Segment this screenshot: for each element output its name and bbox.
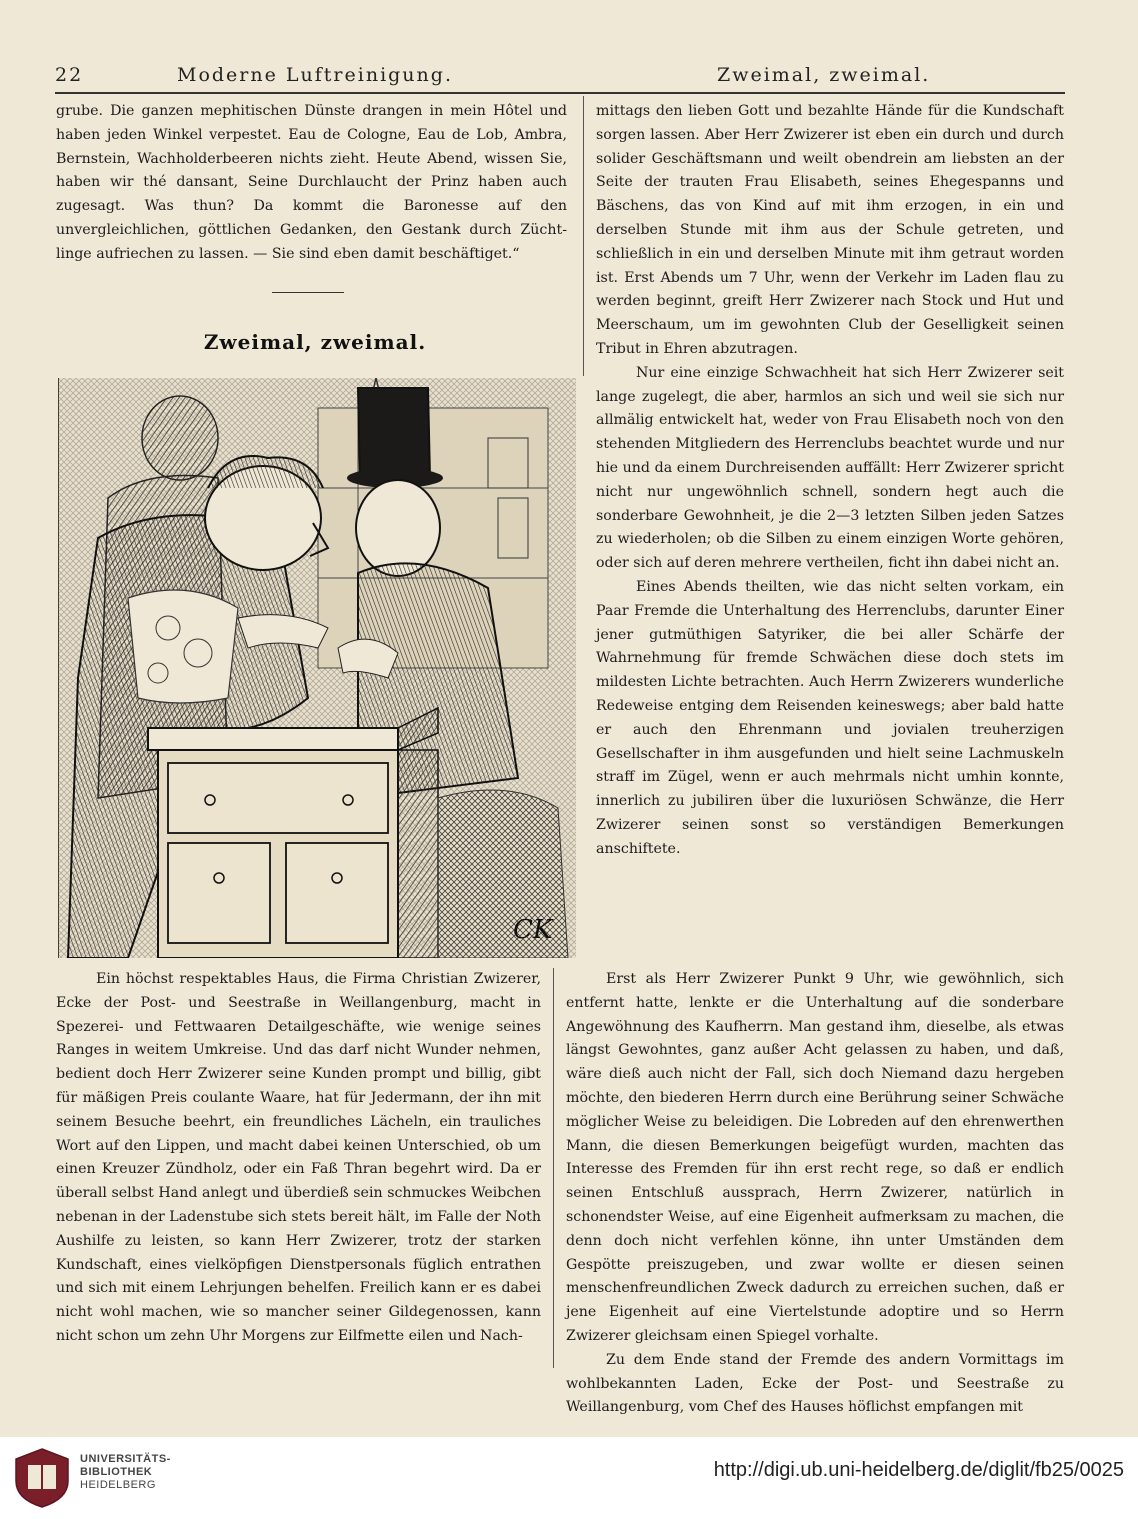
right-paragraph-2: Nur eine einzige Schwachheit hat sich Herr Zwizerer seit lange zugelegt, die aber, harmlos an sich und weil sie sich nur allmälig entwickelt hat, weder von Frau Elisabeth noch von den stehenden Mitgliedern des Herrenclubs beachtet wurde und nur hie und da einem Durchreisenden auffällt: Herr Zwizerer spricht nicht nur ungewöhnlich schnell, sondern hegt auch die sonderbare Gewohnheit, je die 2—3 letzten Silben jeden Satzes zu wiederholen; ob die Silben zu einem einzigen Worte gehören, oder sich auf deren mehrere vertheilen, ficht ihn dabei nicht an.: [596, 364, 1064, 572]
right-paragraph-1: mittags den lieben Gott und bezahlte Hände für die Kundschaft sorgen lassen. Aber Herr Zwizerer ist eben ein durch und durch solider Geschäftsmann und weilt obendrein am liebsten an der Seite der trauten Frau Elisabeth, seines Ehegespanns und Bäschens, das von Kind auf mit ihm erzogen, in ein und derselben Stunde mit ihm aus der Schule getreten, und schließlich in ein und derselben Minute mit ihm getraut worden ist. Erst Abends um 7 Uhr, wenn der Verkehr im Laden flau zu werden beginnt, greift Herr Zwizerer nach Stock und Hut und Meerschaum, um im gewohnten Club der Geselligkeit seinen Tribut in Ehren abzutragen.: [596, 103, 1064, 357]
library-line-3: HEIDELBERG: [80, 1479, 156, 1491]
footer-bar: [0, 1437, 1138, 1519]
column-divider-bottom: [553, 968, 554, 1368]
artist-signature: CK: [513, 915, 553, 945]
right-column-upper: [596, 100, 1064, 862]
left-running-title: Moderne Luftreinigung.: [177, 64, 453, 86]
page-number: 22: [55, 64, 84, 86]
left-column-bottom: [56, 968, 541, 1349]
right-paragraph-5: Zu dem Ende stand der Fremde des andern Vormittags im wohlbekannten Laden, Ecke der Post- und Seestraße zu Weillangenburg, vom Chef des Hauses höflichst empfangen mit: [566, 1351, 1064, 1416]
library-name: [80, 1453, 171, 1492]
section-divider: [272, 292, 344, 293]
header-rule: [55, 92, 1065, 94]
article-title: Zweimal, zweimal.: [203, 330, 427, 354]
library-logo: [14, 1447, 70, 1509]
right-running-title: Zweimal, zweimal.: [717, 64, 931, 86]
bottom-left-paragraph: Ein höchst respektables Haus, die Firma Christian Zwizerer, Ecke der Post- und Seestraße in Weillangenburg, macht in Spezerei- und Fettwaaren Detailgeschäfte, wie wenige seines Ranges in weitem Umkreise. Und das darf nicht Wunder nehmen, bedient doch Herr Zwizerer seine Kunden prompt und billig, gibt für mäßigen Preis coulante Waare, hat für Jedermann, der ihn mit seinem Besuche beehrt, ein freundliches Lächeln, ein trauliches Wort auf den Lippen, und macht dabei keinen Unterschied, ob um einen Kreuzer Zündholz, oder ein Faß Thran begehrt wird. Da er überall selbst Hand anlegt und überdieß sein schmuckes Weibchen nebenan in der Ladenstube sich stets bereit hält, im Falle der Noth Aushilfe zu leisten, so kann Herr Zwizerer, trotz der starken Kundschaft, eines vielköpfigen Dienstpersonals füglich entrathen und sich mit einem Lehrjungen behelfen. Freilich kann er es dabei nicht wohl machen, wie so mancher seiner Gildegenossen, kann nicht schon um zehn Uhr Morgens zur Eilfmette eilen und Nach-: [56, 971, 541, 1344]
source-url[interactable]: http://digi.ub.uni-heidelberg.de/diglit/fb25/0025: [713, 1459, 1124, 1481]
right-paragraph-4: Erst als Herr Zwizerer Punkt 9 Uhr, wie gewöhnlich, sich entfernt hatte, lenkte er die Unterhaltung auf die sonderbare Angewöhnung des Kaufherrn. Man gestand ihm, dieselbe, als etwas längst Gewohntes, ganz außer Acht gelassen zu haben, und daß, wäre dieß auch nicht der Fall, sich doch Niemand dazu hergeben möchte, den biederen Herrn durch eine Berührung seiner Schwäche möglicher Weise zu beleidigen. Die Lobreden auf den ehrenwerthen Mann, die diesen Bemerkungen beigefügt wurden, machten das Interesse des Fremden für ihn erst recht rege, so daß er endlich seinen Entschluß aussprach, Herrn Zwizerer, natürlich in schonendster Weise, auf eine Eigenheit aufmerksam zu machen, die denn doch nicht verfehlen könne, ihn unter Umständen dem Gespötte preiszugeben, und zwar wollte er diesen seinen menschenfreundlichen Zweck dadurch zu erreichen suchen, daß er jene Eigenheit auf eine Viertelstunde adoptire und so Herrn Zwizerer gleichsam einen Spiegel vorhalte.: [566, 971, 1064, 1344]
column-divider-top: [583, 96, 584, 376]
left-column-top: [56, 100, 567, 267]
library-line-1: UNIVERSITÄTS-: [80, 1453, 171, 1465]
engraving-illustration: [58, 378, 576, 958]
library-line-2: BIBLIOTHEK: [80, 1466, 153, 1478]
right-paragraph-3: Eines Abends theilten, wie das nicht selten vorkam, ein Paar Fremde die Unterhaltung des Herrenclubs, darunter Einer jener gutmüthigen Satyriker, die bei aller Schärfe der Wahrnehmung für fremde Schwächen diese doch stets im mildesten Lichte betrachten. Auch Herrn Zwizerers wunderliche Redeweise entging dem Reisenden keineswegs; aber bald hatte er auch den Ehrenmann und jovialen treuherzigen Gesellschafter in ihm ausgefunden und hielt seine Lachmuskeln straff im Zügel, wenn er auch mehrmals nicht umhin konnte, innerlich zu jubiliren über die luxuriösen Schwänze, die Herr Zwizerer seinen sonst so verständigen Bemerkungen anschiftete.: [596, 578, 1064, 857]
running-header: [55, 64, 1065, 92]
right-column-lower: [566, 968, 1064, 1420]
top-left-paragraph: grube. Die ganzen mephitischen Dünste drangen in mein Hôtel und haben jeden Winkel verpestet. Eau de Cologne, Eau de Lob, Ambra, Bernstein, Wachholderbeeren nichts zieht. Heute Abend, wissen Sie, haben wir thé dansant, Seine Durchlaucht der Prinz haben auch zugesagt. Was thun? Da kommt die Baronesse auf den unvergleichlichen, göttlichen Gedanken, den Gestank durch Zücht-linge aufriechen zu lassen. — Sie sind eben damit beschäftiget.“: [56, 103, 567, 262]
